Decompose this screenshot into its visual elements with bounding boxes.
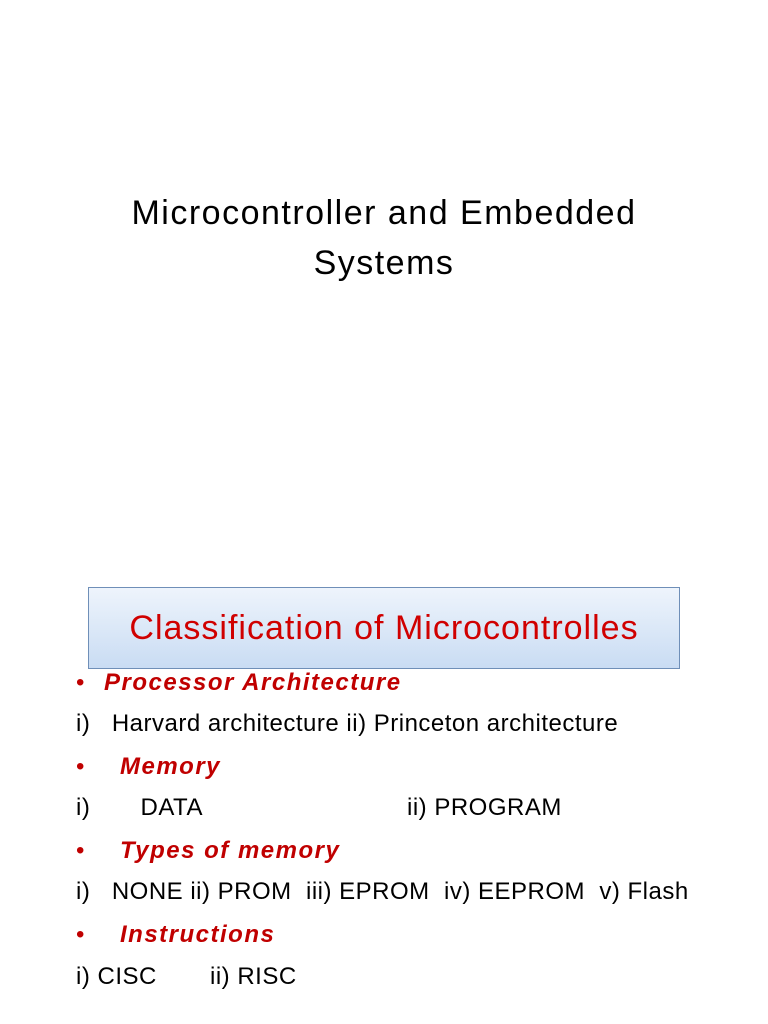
item-heading-memory: Memory [120,753,222,780]
title-line-1: Microcontroller and Embedded [131,194,637,232]
item-detail-instructions-cisc: i) CISC [76,963,157,990]
item-heading-instructions: Instructions [120,921,276,948]
bullet-icon: • [76,921,85,948]
classification-heading-box [88,587,680,669]
item-detail-memory-data: i) DATA [76,794,203,821]
item-heading-types-of-memory: Types of memory [120,837,341,864]
item-detail-instructions-risc: ii) RISC [210,963,297,990]
item-detail-processor-architecture: i) Harvard architecture ii) Princeton architecture [76,710,619,737]
item-detail-types-of-memory: i) NONE ii) PROM iii) EPROM iv) EEPROM v) Flash [76,878,689,905]
slide-title [0,188,768,288]
item-detail-memory-program: ii) PROGRAM [407,794,562,821]
bullet-icon: • [76,753,85,780]
classification-heading: Classification of Microcontrolles [129,608,639,647]
bullet-icon: • [76,669,85,696]
bullet-icon: • [76,837,85,864]
item-heading-processor-architecture: Processor Architecture [104,669,402,696]
title-line-2: Systems [313,244,455,282]
